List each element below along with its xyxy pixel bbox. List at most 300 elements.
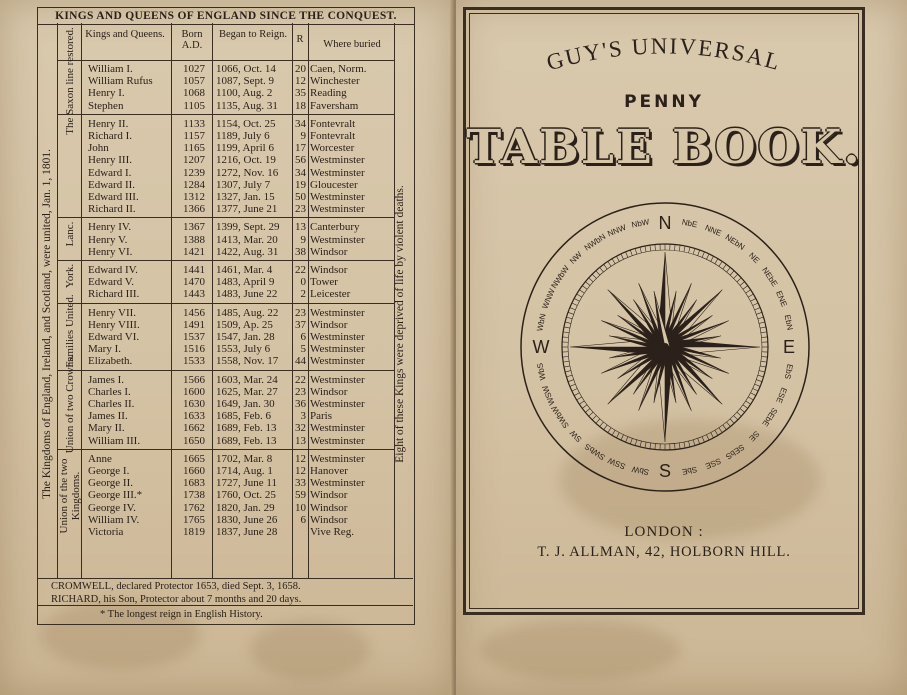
compass-tick xyxy=(579,401,584,404)
compass-tick xyxy=(608,428,611,433)
compass-tick xyxy=(612,430,615,435)
king-name: William III. xyxy=(88,434,141,447)
compass-tick xyxy=(730,271,734,275)
born-year: 1157 xyxy=(183,130,205,142)
king-name: William I. xyxy=(88,63,133,75)
compass-point-label: WNW xyxy=(540,287,557,311)
compass-tick xyxy=(589,278,593,282)
reign-start: 1066, Oct. 14 xyxy=(216,63,276,75)
burial-place: Westminster xyxy=(310,331,365,343)
burial-place: Westminster xyxy=(310,452,365,465)
compass-tick xyxy=(564,327,570,328)
compass-tick xyxy=(563,361,569,362)
compass-tick xyxy=(743,286,748,290)
compass-point-label: E xyxy=(782,337,796,357)
compass-tick xyxy=(566,375,572,377)
king-name: Charles I. xyxy=(88,385,131,398)
king-name: Mary I. xyxy=(88,343,121,356)
compass-tick xyxy=(566,317,572,319)
compass-tick xyxy=(748,294,753,297)
title-top: GUY'S UNIVERSAL xyxy=(543,33,785,76)
compass-tick xyxy=(734,416,738,420)
col-header-kings: Kings and Queens. xyxy=(85,29,165,40)
burial-place: Fontevralt xyxy=(310,117,356,130)
compass-tick xyxy=(756,312,762,314)
compass-tick xyxy=(689,441,690,447)
king-name: Edward I. xyxy=(88,166,132,179)
burial-place: Westminster xyxy=(310,343,365,356)
compass-tick xyxy=(706,435,709,440)
compass-tick xyxy=(645,246,646,252)
cromwell-note xyxy=(51,581,391,606)
compass-tick xyxy=(565,322,571,323)
compass-tick xyxy=(756,380,762,382)
footnote: * The longest reign in English History. xyxy=(100,609,263,620)
king-name: Stephen xyxy=(88,99,124,112)
king-name: William IV. xyxy=(88,513,140,526)
reign-start: 1483, June 22 xyxy=(216,288,278,301)
born-year: 1537 xyxy=(183,331,205,343)
dynasty-label: York. xyxy=(64,264,76,289)
king-name: William Rufus xyxy=(88,75,153,88)
compass-tick xyxy=(568,380,574,382)
reign-years: 34 xyxy=(295,117,306,130)
reign-start: 1327, Jan. 15 xyxy=(216,191,275,203)
publisher-name: T. J. ALLMAN, 42, HOLBORN HILL. xyxy=(537,544,791,560)
compass-tick xyxy=(592,274,596,278)
compass-tick xyxy=(650,245,651,251)
compass-tick xyxy=(596,419,600,423)
compass-tick xyxy=(645,442,646,448)
reign-start: 1837, June 28 xyxy=(216,526,278,538)
reign-start: 1189, July 6 xyxy=(216,130,270,142)
dynasty-label: Union of the two Kingdoms. xyxy=(58,458,82,533)
compass-tick xyxy=(761,361,767,362)
compass-tick xyxy=(730,419,734,423)
king-name: Henry VI. xyxy=(88,245,133,258)
king-name: Edward VI. xyxy=(88,331,140,343)
compass-tick xyxy=(655,244,656,250)
reign-years: 6 xyxy=(300,331,306,343)
king-name: Elizabeth. xyxy=(88,355,133,368)
column-rule xyxy=(394,23,395,578)
compass-tick xyxy=(589,412,593,416)
reign-years: 9 xyxy=(300,130,306,142)
compass-tick xyxy=(737,278,741,282)
king-name: John xyxy=(88,142,109,155)
compass-tick xyxy=(626,437,628,443)
compass-tick xyxy=(702,252,704,258)
reign-start: 1461, Mar. 4 xyxy=(216,264,273,276)
king-name: Edward IV. xyxy=(88,264,138,276)
reign-years: 22 xyxy=(295,373,306,386)
reign-start: 1553, July 6 xyxy=(216,343,271,356)
compass-tick xyxy=(727,422,731,427)
burial-place: Hanover xyxy=(310,465,348,477)
reign-start: 1685, Feb. 6 xyxy=(216,410,271,423)
born-year: 1284 xyxy=(183,178,205,191)
compass-point-label: S xyxy=(658,461,672,481)
burial-place: Caen, Norm. xyxy=(310,63,367,75)
compass-tick xyxy=(719,261,722,266)
group-rule xyxy=(57,260,394,261)
king-name: George IV. xyxy=(88,501,136,514)
group-rule xyxy=(57,449,394,450)
compass-point-label: W xyxy=(532,337,550,357)
compass-point-label: SWbS xyxy=(583,441,607,462)
king-name: Richard III. xyxy=(88,288,140,301)
reign-start: 1399, Sept. 29 xyxy=(216,221,280,234)
compass-point-label: SEbS xyxy=(723,442,747,462)
compass-tick xyxy=(577,294,582,297)
compass-tick xyxy=(616,433,619,438)
compass-point-label: WbS xyxy=(535,362,548,381)
richard-line: RICHARD, his Son, Protector about 7 months and 20 days. xyxy=(51,593,302,605)
burial-place: Windsor xyxy=(310,318,348,331)
born-year: 1765 xyxy=(183,513,205,526)
king-name: James I. xyxy=(88,373,125,386)
compass-point-label: SEbE xyxy=(760,405,780,429)
compass-tick xyxy=(612,259,615,264)
burial-place: Vive Reg. xyxy=(310,526,354,538)
reign-start: 1377, June 21 xyxy=(216,203,278,216)
burial-place: Faversham xyxy=(310,99,359,112)
born-year: 1388 xyxy=(183,233,205,246)
compass-point-label: NW xyxy=(568,250,584,266)
burial-place: Windsor xyxy=(310,264,348,276)
compass-tick xyxy=(574,393,579,396)
born-year: 1683 xyxy=(183,477,205,490)
compass-tick xyxy=(751,298,756,301)
table-title: KINGS AND QUEENS OF ENGLAND SINCE THE CONQUEST. xyxy=(38,8,414,25)
title-penny: PENNY xyxy=(624,92,704,112)
reign-years: 10 xyxy=(295,501,306,514)
compass-tick xyxy=(675,444,676,450)
compass-rose xyxy=(521,203,809,491)
reign-years: 36 xyxy=(295,398,306,410)
reign-start: 1547, Jan. 28 xyxy=(216,331,275,343)
king-name: George I. xyxy=(88,465,130,477)
compass-point-label: SWbW xyxy=(549,404,571,430)
compass-tick xyxy=(758,375,764,377)
reign-start: 1727, June 11 xyxy=(216,477,278,490)
compass-tick xyxy=(568,312,574,314)
reign-years: 12 xyxy=(295,465,306,477)
compass-tick xyxy=(640,441,641,447)
compass-tick xyxy=(759,371,765,372)
reign-years: 23 xyxy=(295,385,306,398)
compass-point-label: SSW xyxy=(606,455,627,472)
reign-start: 1100, Aug. 2 xyxy=(216,87,273,100)
born-year: 1660 xyxy=(183,465,205,477)
reign-start: 1760, Oct. 25 xyxy=(216,489,276,502)
compass-point-label: WbN xyxy=(535,312,548,333)
reign-years: 32 xyxy=(295,422,306,435)
compass-tick xyxy=(565,371,571,372)
compass-tick xyxy=(592,416,596,420)
compass-point-label: NEbN xyxy=(723,232,747,252)
burial-place: Windsor xyxy=(310,501,348,514)
king-name: Henry V. xyxy=(88,233,128,246)
born-year: 1027 xyxy=(183,63,205,75)
group-rule xyxy=(57,303,394,304)
compass-tick xyxy=(711,256,714,261)
col-header-born: Born A.D. xyxy=(181,29,203,51)
compass-point-label: WSW xyxy=(540,384,557,407)
burial-place: Westminster xyxy=(310,203,365,216)
reign-years: 5 xyxy=(300,343,306,356)
compass-tick xyxy=(753,303,758,306)
born-year: 1105 xyxy=(183,99,205,112)
compass-tick xyxy=(621,254,624,259)
born-year: 1600 xyxy=(183,385,205,398)
burial-place: Westminster xyxy=(310,233,365,246)
compass-tick xyxy=(596,271,600,275)
compass-tick xyxy=(715,430,718,435)
compass-tick xyxy=(740,409,745,413)
burial-place: Westminster xyxy=(310,154,365,167)
dynasty-label: Lanc. xyxy=(64,221,76,247)
reign-years: 50 xyxy=(295,191,306,203)
compass-tick xyxy=(679,245,680,251)
born-year: 1630 xyxy=(183,398,205,410)
compass-tick xyxy=(600,267,604,272)
born-year: 1650 xyxy=(183,434,205,447)
reign-years: 23 xyxy=(295,203,306,216)
burial-place: Worcester xyxy=(310,142,355,155)
king-name: James II. xyxy=(88,410,128,423)
burial-place: Westminster xyxy=(310,477,365,490)
compass-tick xyxy=(572,388,577,391)
born-year: 1819 xyxy=(183,526,205,538)
col-header-r: R xyxy=(296,34,304,45)
compass-tick xyxy=(684,246,685,252)
reign-start: 1307, July 7 xyxy=(216,178,271,191)
burial-place: Westminster xyxy=(310,191,365,203)
born-year: 1456 xyxy=(183,306,205,319)
compass-ray-dark xyxy=(570,347,665,355)
reign-start: 1714, Aug. 1 xyxy=(216,465,273,477)
compass-point-label: SSE xyxy=(704,456,723,471)
compass-tick xyxy=(570,308,576,310)
reign-start: 1603, Mar. 24 xyxy=(216,373,278,386)
dynasty-label: The Saxon line restored. xyxy=(64,27,76,136)
compass-tick xyxy=(693,248,695,254)
king-name: Henry III. xyxy=(88,154,132,167)
burial-place: Gloucester xyxy=(310,178,358,191)
compass-tick xyxy=(585,282,590,286)
compass-tick xyxy=(562,357,568,358)
burial-place: Leicester xyxy=(310,288,351,301)
born-year: 1441 xyxy=(183,264,205,276)
compass-tick xyxy=(635,440,637,446)
col-header-buried: Where buried xyxy=(323,39,381,50)
born-year: 1491 xyxy=(183,318,205,331)
reign-start: 1413, Mar. 20 xyxy=(216,233,278,246)
king-name: George II. xyxy=(88,477,133,490)
burial-place: Westminster xyxy=(310,434,365,447)
compass-tick xyxy=(698,438,700,444)
born-year: 1207 xyxy=(183,154,205,167)
born-year: 1133 xyxy=(183,117,205,130)
compass-tick xyxy=(630,250,632,256)
compass-tick xyxy=(616,256,619,261)
born-year: 1665 xyxy=(183,452,205,465)
compass-tick xyxy=(743,405,748,409)
king-name: Edward II. xyxy=(88,178,136,191)
compass-tick xyxy=(737,412,741,416)
reign-years: 12 xyxy=(295,75,306,88)
king-name: Anne xyxy=(88,452,112,465)
compass-point-label: SE xyxy=(747,429,762,444)
reign-years: 0 xyxy=(300,276,306,289)
compass-point-label: NbE xyxy=(681,217,699,230)
compass-tick xyxy=(758,317,764,319)
compass-tick xyxy=(630,438,632,444)
compass-tick xyxy=(746,290,751,293)
col-header-began: Began to Reign. xyxy=(219,29,287,40)
king-name: Henry II. xyxy=(88,117,129,130)
compass-tick xyxy=(600,422,604,427)
compass-tick xyxy=(579,290,584,293)
compass-point-label: N xyxy=(658,213,672,233)
reign-years: 33 xyxy=(295,477,306,490)
publisher-city: LONDON : xyxy=(624,524,704,540)
compass-ray-dark xyxy=(665,339,760,347)
compass-tick xyxy=(723,425,727,430)
burial-place: Westminster xyxy=(310,355,365,368)
compass-tick xyxy=(702,437,704,443)
compass-tick xyxy=(698,250,700,256)
born-year: 1239 xyxy=(183,166,205,179)
compass-tick xyxy=(570,384,576,386)
column-rule xyxy=(212,23,213,578)
compass-center xyxy=(661,343,669,351)
born-year: 1516 xyxy=(183,343,205,356)
compass-tick xyxy=(711,433,714,438)
compass-tick xyxy=(760,327,766,328)
dynasty-label: Union of two Crowns. xyxy=(64,355,76,454)
compass-point-label: EbN xyxy=(782,313,795,331)
compass-tick xyxy=(734,274,738,278)
compass-point-label: NEbE xyxy=(760,265,780,289)
reign-start: 1483, April 9 xyxy=(216,276,275,289)
compass-tick xyxy=(762,357,768,358)
compass-point-label: NNW xyxy=(606,222,628,239)
reign-years: 6 xyxy=(300,513,306,526)
group-rule xyxy=(57,370,394,371)
compass-tick xyxy=(723,264,727,269)
compass-tick xyxy=(604,425,608,430)
born-year: 1165 xyxy=(183,142,205,155)
column-rule xyxy=(308,23,309,578)
reign-years: 12 xyxy=(295,452,306,465)
compass-tick xyxy=(746,401,751,404)
king-name: Edward III. xyxy=(88,191,139,203)
reign-years: 17 xyxy=(295,142,306,155)
burial-place: Windsor xyxy=(310,385,348,398)
compass-tick xyxy=(562,337,568,338)
compass-tick xyxy=(564,366,570,367)
compass-tick xyxy=(753,388,758,391)
reign-years: 23 xyxy=(295,306,306,319)
born-year: 1762 xyxy=(183,501,205,514)
compass-tick xyxy=(727,267,731,272)
compass-point-label: SW xyxy=(568,428,584,444)
table-bottom-rule xyxy=(37,578,413,579)
compass-tick xyxy=(640,247,641,253)
king-name: Henry VII. xyxy=(88,306,137,319)
paper-stain xyxy=(480,620,680,680)
compass-tick xyxy=(755,308,761,310)
side-note-union: The Kingdoms of England, Ireland, and Scotland, were united, Jan. 1, 1801. xyxy=(41,148,53,500)
compass-tick xyxy=(574,298,579,301)
born-year: 1470 xyxy=(183,276,205,289)
reign-years: 22 xyxy=(295,264,306,276)
burial-place: Reading xyxy=(310,87,347,100)
king-name: Edward V. xyxy=(88,276,135,289)
burial-place: Westminster xyxy=(310,373,365,386)
compass-tick xyxy=(604,264,608,269)
compass-tick xyxy=(582,405,587,409)
reign-years: 56 xyxy=(295,154,306,167)
compass-tick xyxy=(748,397,753,400)
group-rule xyxy=(57,217,394,218)
reign-years: 13 xyxy=(295,221,306,234)
reign-start: 1422, Aug. 31 xyxy=(216,245,279,258)
compass-tick xyxy=(582,286,587,290)
reign-years: 19 xyxy=(295,178,306,191)
compass-tick xyxy=(585,409,590,413)
reign-years: 3 xyxy=(300,410,306,423)
burial-place: Paris xyxy=(310,410,332,423)
compass-tick xyxy=(608,261,611,266)
burial-place: Westminster xyxy=(310,166,365,179)
compass-tick xyxy=(759,322,765,323)
compass-point-label: NNE xyxy=(703,223,723,238)
king-name: Henry I. xyxy=(88,87,125,100)
reign-start: 1625, Mar. 27 xyxy=(216,385,278,398)
reign-years: 18 xyxy=(295,99,306,112)
compass-point-label: ENE xyxy=(774,289,789,309)
compass-tick xyxy=(706,254,709,259)
reign-years: 44 xyxy=(295,355,306,368)
compass-point-label: EbS xyxy=(782,363,795,380)
burial-place: Westminster xyxy=(310,306,365,319)
compass-tick xyxy=(762,337,768,338)
burial-place: Tower xyxy=(310,276,338,289)
compass-tick xyxy=(760,366,766,367)
king-name: Henry VIII. xyxy=(88,318,140,331)
reign-years: 9 xyxy=(300,233,306,246)
cover-artwork xyxy=(463,7,865,507)
born-year: 1421 xyxy=(183,245,205,258)
born-year: 1566 xyxy=(183,373,205,386)
compass-tick xyxy=(684,442,685,448)
born-year: 1312 xyxy=(183,191,205,203)
burial-place: Winchester xyxy=(310,75,360,88)
compass-tick xyxy=(689,247,690,253)
cromwell-line: CROMWELL, declared Protector 1653, died Sept. 3, 1658. xyxy=(51,581,301,592)
reign-start: 1199, April 6 xyxy=(216,142,274,155)
compass-tick xyxy=(679,443,680,449)
compass-point-label: NE xyxy=(746,250,762,266)
compass-tick xyxy=(740,282,745,286)
compass-tick xyxy=(715,259,718,264)
king-name: Charles II. xyxy=(88,398,135,410)
king-name: George III.* xyxy=(88,489,143,502)
compass-tick xyxy=(675,244,676,250)
